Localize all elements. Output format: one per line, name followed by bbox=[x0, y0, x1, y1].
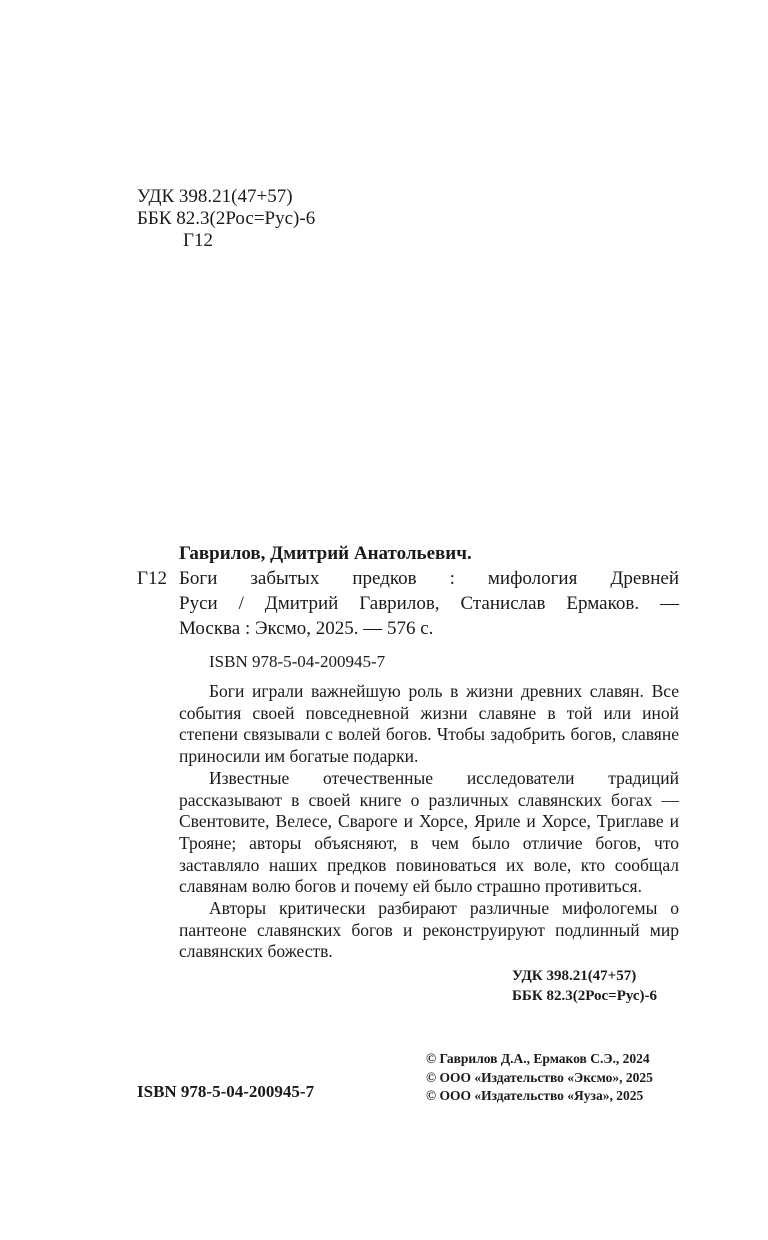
biblio-description bbox=[179, 566, 679, 641]
biblio-line-2: Руси / Дмитрий Гаврилов, Станислав Ермаков. — bbox=[179, 593, 679, 614]
author-mark: Г12 bbox=[183, 230, 213, 251]
biblio-isbn: ISBN 978-5-04-200945-7 bbox=[209, 652, 386, 671]
copyright-line: © Гаврилов Д.А., Ермаков С.Э., 2024 bbox=[426, 1051, 650, 1066]
author-heading: Гаврилов, Дмитрий Анатольевич. bbox=[179, 543, 472, 564]
bibliographic-entry bbox=[137, 541, 679, 674]
author-mark-inline: Г12 bbox=[137, 568, 167, 589]
udk-code: УДК 398.21(47+57) bbox=[137, 186, 293, 207]
annotation bbox=[179, 681, 679, 963]
biblio-row bbox=[137, 566, 679, 641]
annotation-paragraph: Известные отечественные исследователи традиций рассказывают в своей книге о различных славянских богах — Свентовите, Велесе, Свароге и Хорсе, Яриле и Хорсе, Триглаве и Трояне; авторы объясняют, в чем было отличие богов, что заставляло наших предков повиноваться их воле, кто сообщал славянам волю богов и почему ей было страшно противиться. bbox=[179, 767, 679, 897]
annotation-paragraph: Авторы критически разбирают различные мифологемы о пантеоне славянских богов и реконструируют подлинный мир славянских божеств. bbox=[179, 898, 679, 962]
top-classification bbox=[137, 186, 315, 252]
copyright-line: © ООО «Издательство «Эксмо», 2025 bbox=[426, 1069, 653, 1085]
bottom-bbk: ББК 82.3(2Рос=Рус)-6 bbox=[512, 988, 658, 1004]
biblio-line-3: Москва : Эксмо, 2025. — 576 с. bbox=[179, 618, 434, 639]
bbk-code: ББК 82.3(2Рос=Рус)-6 bbox=[137, 208, 316, 229]
annotation-paragraph: Боги играли важнейшую роль в жизни древних славян. Все события своей повседневной жизни славяне в той или иной степени связывали с волей богов. Чтобы задобрить богов, славяне приносили им богатые подарки. bbox=[179, 681, 679, 767]
bottom-udk: УДК 398.21(47+57) bbox=[512, 968, 637, 984]
bottom-classification bbox=[512, 966, 679, 1006]
isbn-bottom: ISBN 978-5-04-200945-7 bbox=[137, 1082, 315, 1101]
copyright-line: © ООО «Издательство «Яуза», 2025 bbox=[426, 1088, 644, 1103]
biblio-line-1: Боги забытых предков : мифология Древней bbox=[179, 568, 679, 589]
copyright-notices bbox=[426, 1050, 653, 1106]
